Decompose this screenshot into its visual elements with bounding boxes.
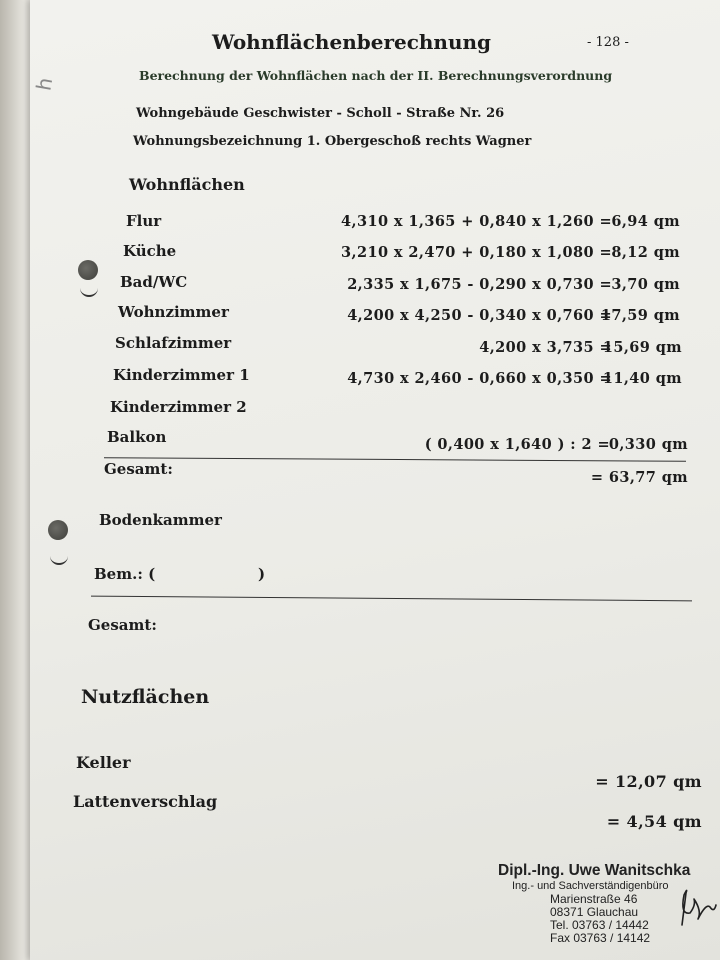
room-label-kueche: Küche xyxy=(123,242,177,260)
result-kinderzimmer-1: 11,40 qm xyxy=(602,370,682,387)
room-label-balkon: Balkon xyxy=(107,428,167,446)
sleeve-edge-mark: h xyxy=(31,75,58,93)
bem-close: ) xyxy=(258,565,266,583)
room-label-wohnzimmer: Wohnzimmer xyxy=(118,303,229,321)
apartment-line: Wohnungsbezeichnung 1. Obergeschoß rechts Wagner xyxy=(133,134,532,149)
result-balkon: 0,330 qm xyxy=(608,436,688,453)
punch-hole-upper-edge xyxy=(80,285,98,297)
calc-balkon: ( 0,400 x 1,640 ) : 2 = xyxy=(424,436,610,453)
punch-hole-lower xyxy=(48,520,68,540)
page-title: Wohnflächenberechnung xyxy=(212,30,492,54)
room-label-lattenverschlag: Lattenverschlag xyxy=(73,792,218,811)
total-label-2: Gesamt: xyxy=(88,616,157,634)
value-lattenverschlag: = 4,54 qm xyxy=(606,812,702,831)
stamp-tel: Tel. 03763 / 14442 xyxy=(550,918,649,932)
page-number: - 128 - xyxy=(587,35,629,50)
room-label-kinderzimmer-2: Kinderzimmer 2 xyxy=(110,398,247,416)
stamp-role: Ing.- und Sachverständigenbüro xyxy=(512,880,669,892)
stamp-street: Marienstraße 46 xyxy=(550,892,638,906)
bem-label: Bem.: ( xyxy=(94,565,156,583)
total-value-1: = 63,77 qm xyxy=(590,469,688,486)
result-wohnzimmer: 17,59 qm xyxy=(600,307,680,324)
calc-kinderzimmer-1: 4,730 x 2,460 - 0,660 x 0,350 = xyxy=(347,370,612,387)
room-label-schlafzimmer: Schlafzimmer xyxy=(115,334,232,352)
handwritten-signature xyxy=(672,885,718,930)
room-label-flur: Flur xyxy=(126,212,162,230)
punch-hole-upper xyxy=(78,260,98,280)
punch-hole-lower-edge xyxy=(50,553,68,565)
stamp-fax: Fax 03763 / 14142 xyxy=(550,931,651,945)
room-label-bad: Bad/WC xyxy=(120,273,188,291)
calc-bad: 2,335 x 1,675 - 0,290 x 0,730 = xyxy=(347,276,612,293)
room-label-kinderzimmer-1: Kinderzimmer 1 xyxy=(113,366,250,384)
result-bad: 3,70 qm xyxy=(611,276,680,293)
bodenkammer-label: Bodenkammer xyxy=(99,511,222,529)
calc-flur: 4,310 x 1,365 + 0,840 x 1,260 = xyxy=(341,213,612,230)
calc-wohnzimmer: 4,200 x 4,250 - 0,340 x 0,760 = xyxy=(347,307,612,324)
total-label-1: Gesamt: xyxy=(104,460,173,478)
result-kueche: 8,12 qm xyxy=(611,244,680,261)
stamp-city: 08371 Glauchau xyxy=(550,905,639,919)
building-line: Wohngebäude Geschwister - Scholl - Straße Nr. 26 xyxy=(136,106,505,121)
calc-kueche: 3,210 x 2,470 + 0,180 x 1,080 = xyxy=(341,244,612,261)
value-keller: = 12,07 qm xyxy=(595,772,702,791)
calc-schlafzimmer: 4,200 x 3,735 = xyxy=(479,339,612,356)
nutzflaechen-heading: Nutzflächen xyxy=(81,686,210,708)
room-label-keller: Keller xyxy=(76,753,131,772)
result-schlafzimmer: 15,69 qm xyxy=(602,339,682,356)
wohnflaechen-heading: Wohnflächen xyxy=(129,175,245,194)
subtitle: Berechnung der Wohnflächen nach der II. Berechnungsverordnung xyxy=(139,68,613,83)
result-flur: 6,94 qm xyxy=(611,213,680,230)
stamp-name: Dipl.-Ing. Uwe Wanitschka xyxy=(498,862,691,879)
